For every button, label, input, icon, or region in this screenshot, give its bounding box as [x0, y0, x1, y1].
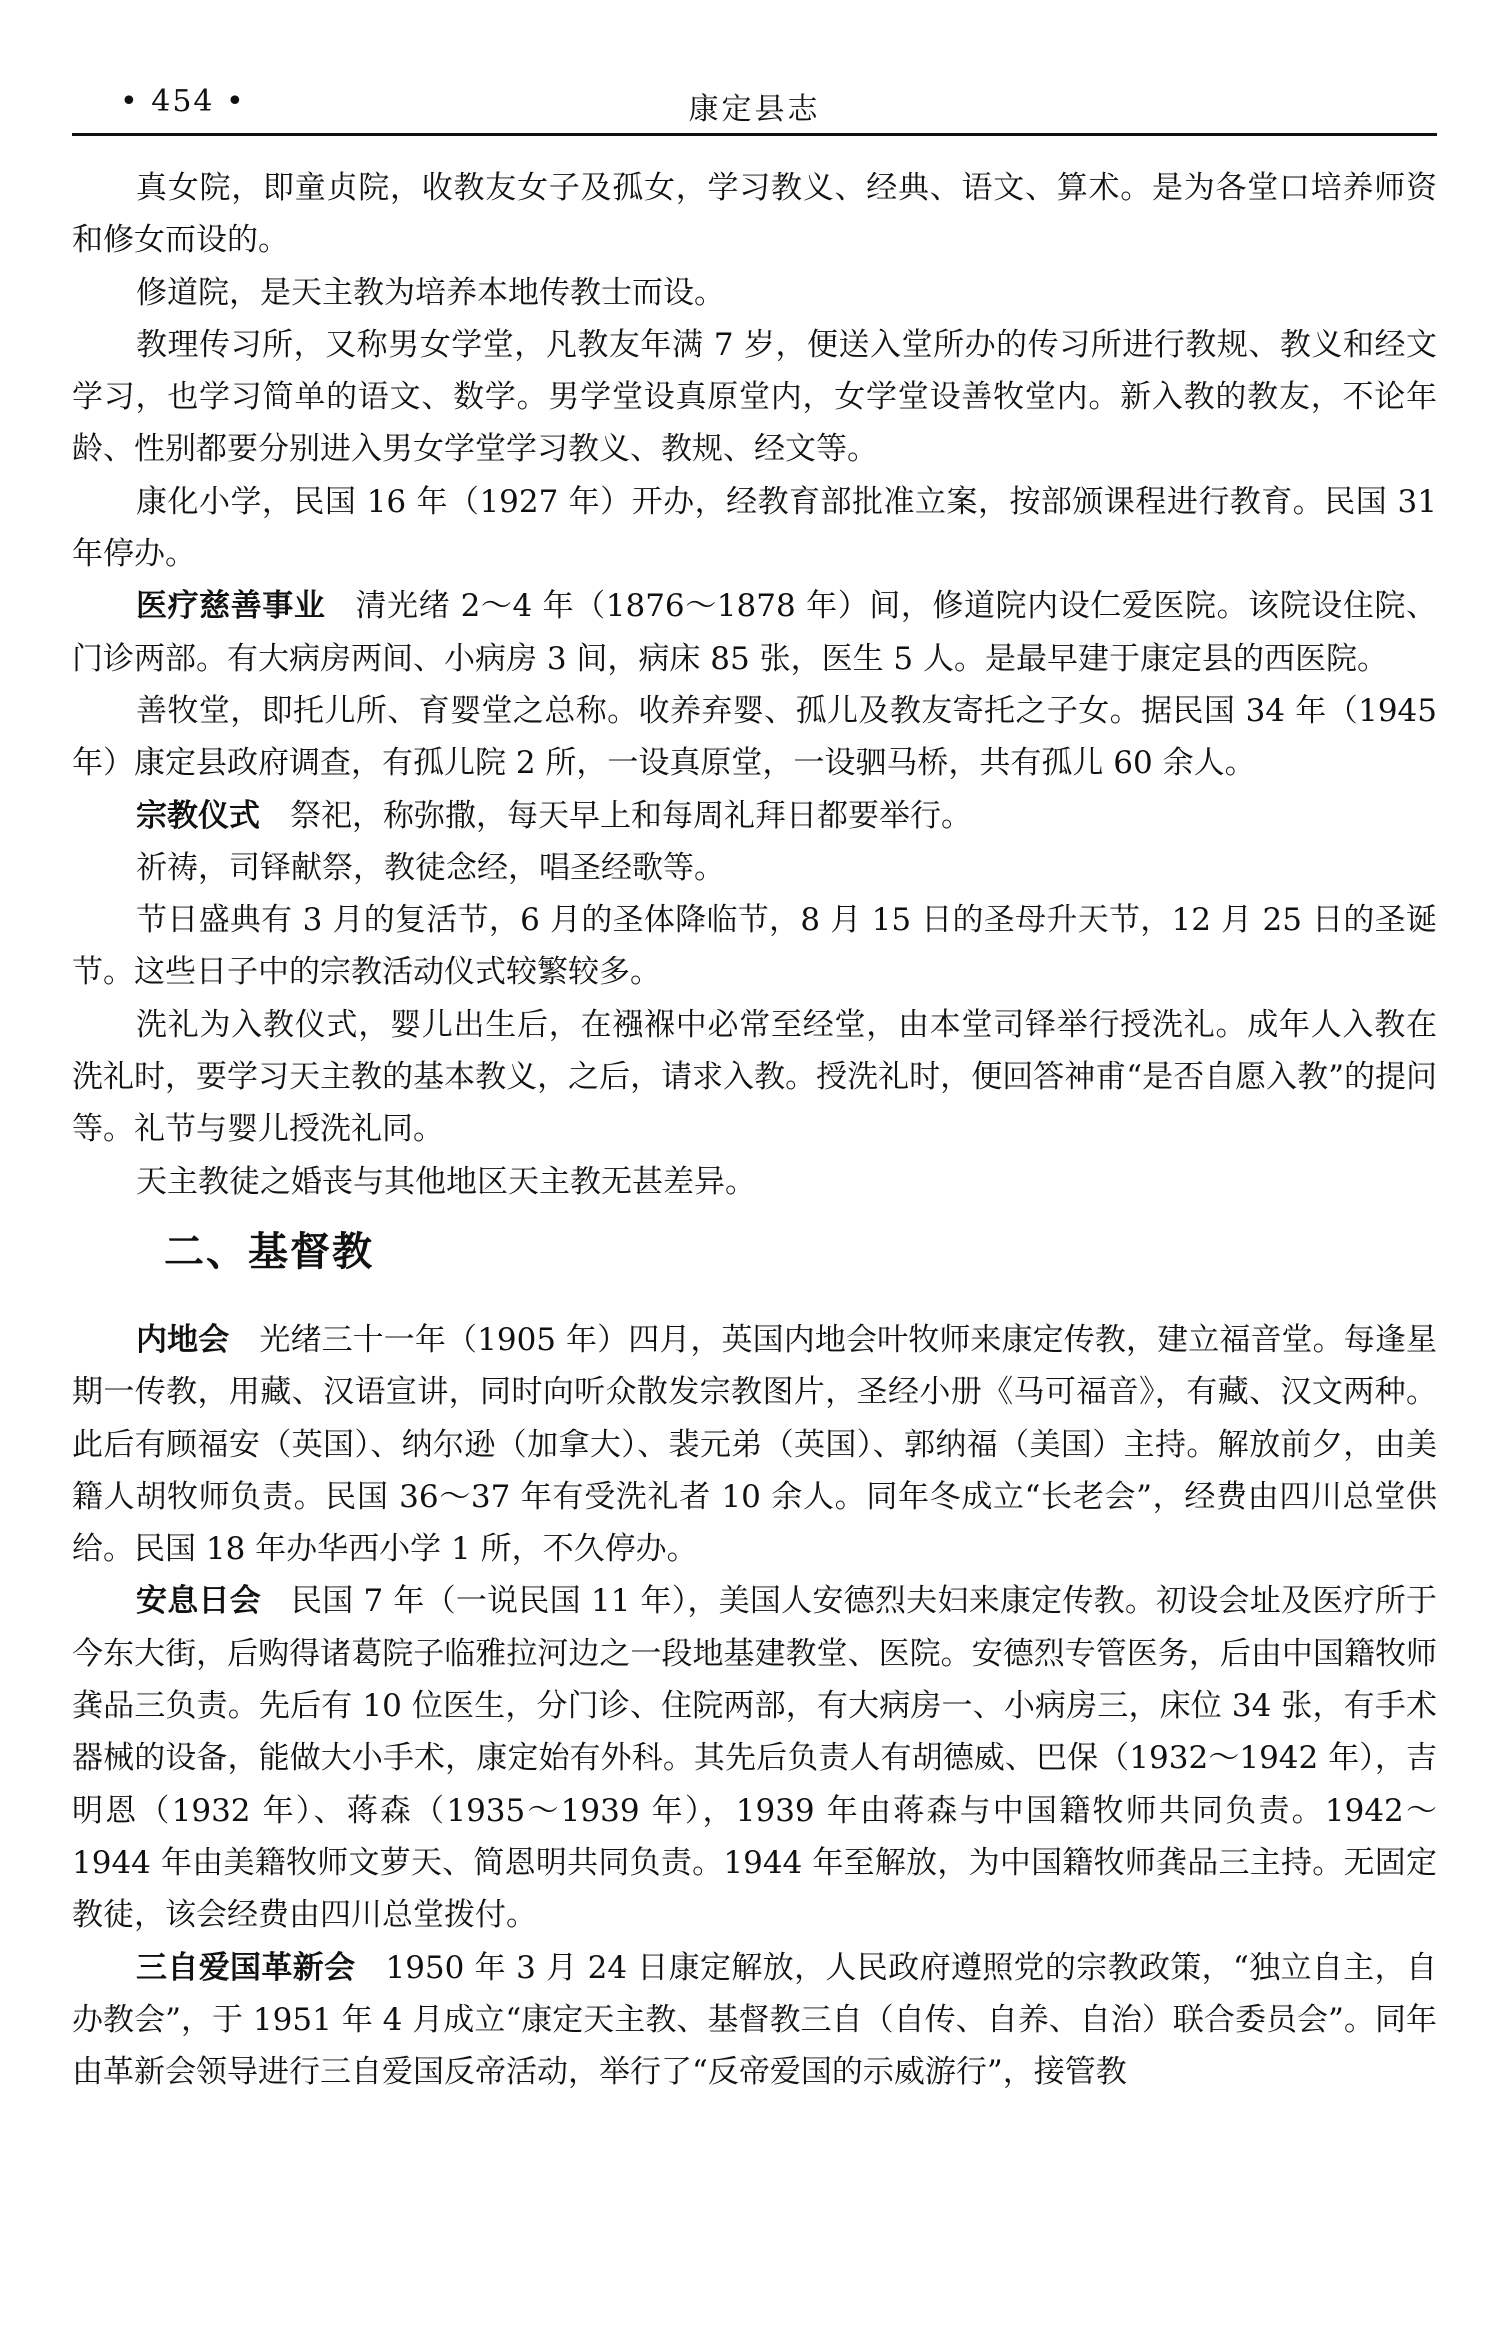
catholic-section-continued: [72, 162, 1437, 1208]
paragraph-text: 善牧堂，即托儿所、育婴堂之总称。收养弃婴、孤儿及教友寄托之子女。据民国 34 年（1945 年）康定县政府调查，有孤儿院 2 所，一设真原堂，一设驷马桥，共有孤儿 60 余人。: [72, 692, 1437, 782]
paragraph-lead-term: 宗教仪式: [136, 797, 260, 834]
paragraph-text: 洗礼为入教仪式，婴儿出生后，在襁褓中必常至经堂，由本堂司铎举行授洗礼。成年人入教在洗礼时，要学习天主教的基本教义，之后，请求入教。授洗礼时，便回答神甫“是否自愿入教”的提问等。礼节与婴儿授洗礼同。: [72, 1006, 1437, 1148]
section-heading: 二、基督教: [164, 1227, 374, 1275]
paragraph-text: 真女院，即童贞院，收教友女子及孤女，学习教义、经典、语文、算术。是为各堂口培养师资和修女而设的。: [72, 170, 1437, 259]
page-number: • 454 •: [120, 84, 246, 119]
paragraph-text: 民国 7 年（一说民国 11 年），美国人安德烈夫妇来康定传教。初设会址及医疗所于今东大街，后购得诸葛院子临雅拉河边之一段地基建教堂、医院。安德烈专管医务，后由中国籍牧师龚品三负责。先后有 10 位医生，分门诊、住院两部，有大病房一、小病房三，床位 34 张，有手术器械的设备，能做大小手术，康定始有外科。其先后负责人有胡德威、巴保（1932～1942 年），吉明恩（1932 年）、蒋森（1935～1939 年），1939 年由蒋森与中国籍牧师共同负责。1942～1944 年由美籍牧师文萝天、简恩明共同负责。1944 年至解放，为中国籍牧师龚品三主持。无固定教徒，该会经费由四川总堂拨付。: [72, 1583, 1437, 1934]
paragraph: [72, 1942, 1437, 2099]
paragraph: [72, 267, 1437, 319]
paragraph: [72, 1575, 1437, 1941]
body-text: [72, 162, 1437, 2098]
protestant-section: [72, 1314, 1437, 2098]
paragraph-text: 1950 年 3 月 24 日康定解放，人民政府遵照党的宗教政策，“独立自主，自办教会”，于 1951 年 4 月成立“康定天主教、基督教三自（自传、自养、自治）联合委员会”。同年由革新会领导进行三自爱国反帝活动，举行了“反帝爱国的示威游行”，接管教: [72, 1949, 1437, 2091]
paragraph-text: 康化小学，民国 16 年（1927 年）开办，经教育部批准立案，按部颁课程进行教育。民国 31 年停办。: [72, 483, 1437, 573]
paragraph: [72, 1314, 1437, 1575]
paragraph: [72, 580, 1437, 685]
paragraph-text: 祭祀，称弥撒，每天早上和每周礼拜日都要举行。: [290, 797, 972, 834]
running-title: 康定县志: [688, 92, 821, 127]
paragraph-lead-term: 安息日会: [136, 1583, 261, 1620]
header-rule: [72, 133, 1437, 136]
paragraph-text: 清光绪 2～4 年（1876～1878 年）间，修道院内设仁爱医院。该院设住院、门诊两部。有大病房两间、小病房 3 间，病床 85 张，医生 5 人。是最早建于康定县的西医院。: [72, 588, 1438, 677]
paragraph: [72, 790, 1437, 842]
paragraph: [72, 842, 1437, 894]
paragraph: [72, 162, 1437, 267]
paragraph-lead-term: 三自爱国革新会: [136, 1949, 356, 1986]
paragraph-lead-term: 内地会: [136, 1321, 230, 1358]
paragraph-text: 教理传习所，又称男女学堂，凡教友年满 7 岁，便送入堂所办的传习所进行教规、教义和经文学习，也学习简单的语文、数学。男学堂设真原堂内，女学堂设善牧堂内。新入教的教友，不论年龄、性别都要分别进入男女学堂学习教义、教规、经文等。: [72, 326, 1437, 468]
paragraph: [72, 999, 1437, 1156]
page-header: [72, 68, 1437, 138]
paragraph: [72, 476, 1437, 581]
paragraph: [72, 685, 1437, 790]
paragraph-text: 天主教徒之婚丧与其他地区天主教无甚差异。: [136, 1163, 756, 1200]
paragraph-text: 修道院，是天主教为培养本地传教士而设。: [136, 274, 725, 311]
paragraph: [72, 894, 1437, 999]
paragraph-text: 光绪三十一年（1905 年）四月，英国内地会叶牧师来康定传教，建立福音堂。每逢星期一传教，用藏、汉语宣讲，同时向听众散发宗教图片，圣经小册《马可福音》，有藏、汉文两种。此后有顾福安（英国）、纳尔逊（加拿大）、裴元弟（英国）、郭纳福（美国）主持。解放前夕，由美籍人胡牧师负责。民国 36～37 年有受洗礼者 10 余人。同年冬成立“长老会”，经费由四川总堂供给。民国 18 年办华西小学 1 所，不久停办。: [72, 1321, 1438, 1568]
paragraph: [72, 319, 1437, 476]
paragraph-text: 节日盛典有 3 月的复活节，6 月的圣体降临节，8 月 15 日的圣母升天节，12 月 25 日的圣诞节。这些日子中的宗教活动仪式较繁较多。: [72, 902, 1437, 991]
paragraph-text: 祈祷，司铎献祭，教徒念经，唱圣经歌等。: [136, 849, 725, 886]
paragraph: [72, 1156, 1437, 1208]
paragraph-lead-term: 医疗慈善事业: [136, 588, 326, 625]
